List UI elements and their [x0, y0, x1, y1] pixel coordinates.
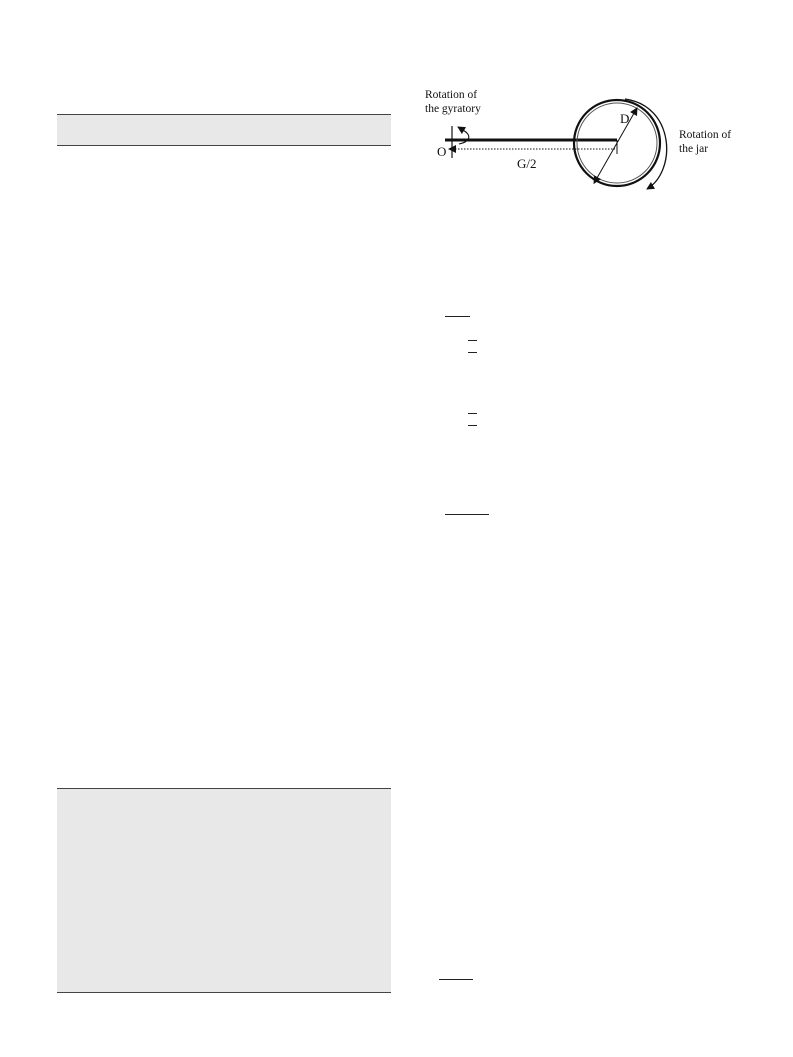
sidebar-box-panel [57, 788, 391, 993]
gyratory-rotation-label-line1: Rotation of [425, 89, 478, 101]
origin-label: O [437, 144, 447, 159]
half-distance-label: G/2 [517, 156, 537, 171]
fraction-bar-2b [468, 352, 477, 353]
gyratory-rotation-label-line2: the gyratory [425, 103, 481, 115]
diameter-label: D [620, 111, 630, 126]
fraction-bar-2a [468, 340, 477, 341]
fraction-bar-4 [445, 514, 489, 515]
fraction-bar-5 [439, 979, 473, 980]
fraction-bar-3b [468, 425, 477, 426]
fraction-bar-1 [445, 316, 470, 317]
table-header-panel [57, 114, 391, 146]
diameter-arrow [597, 108, 637, 178]
fraction-bar-3a [468, 413, 477, 414]
jar-rotation-label-line2: the jar [679, 143, 709, 155]
jar-rotation-label-line1: Rotation of [679, 129, 732, 141]
gyratory-diagram [425, 86, 745, 206]
